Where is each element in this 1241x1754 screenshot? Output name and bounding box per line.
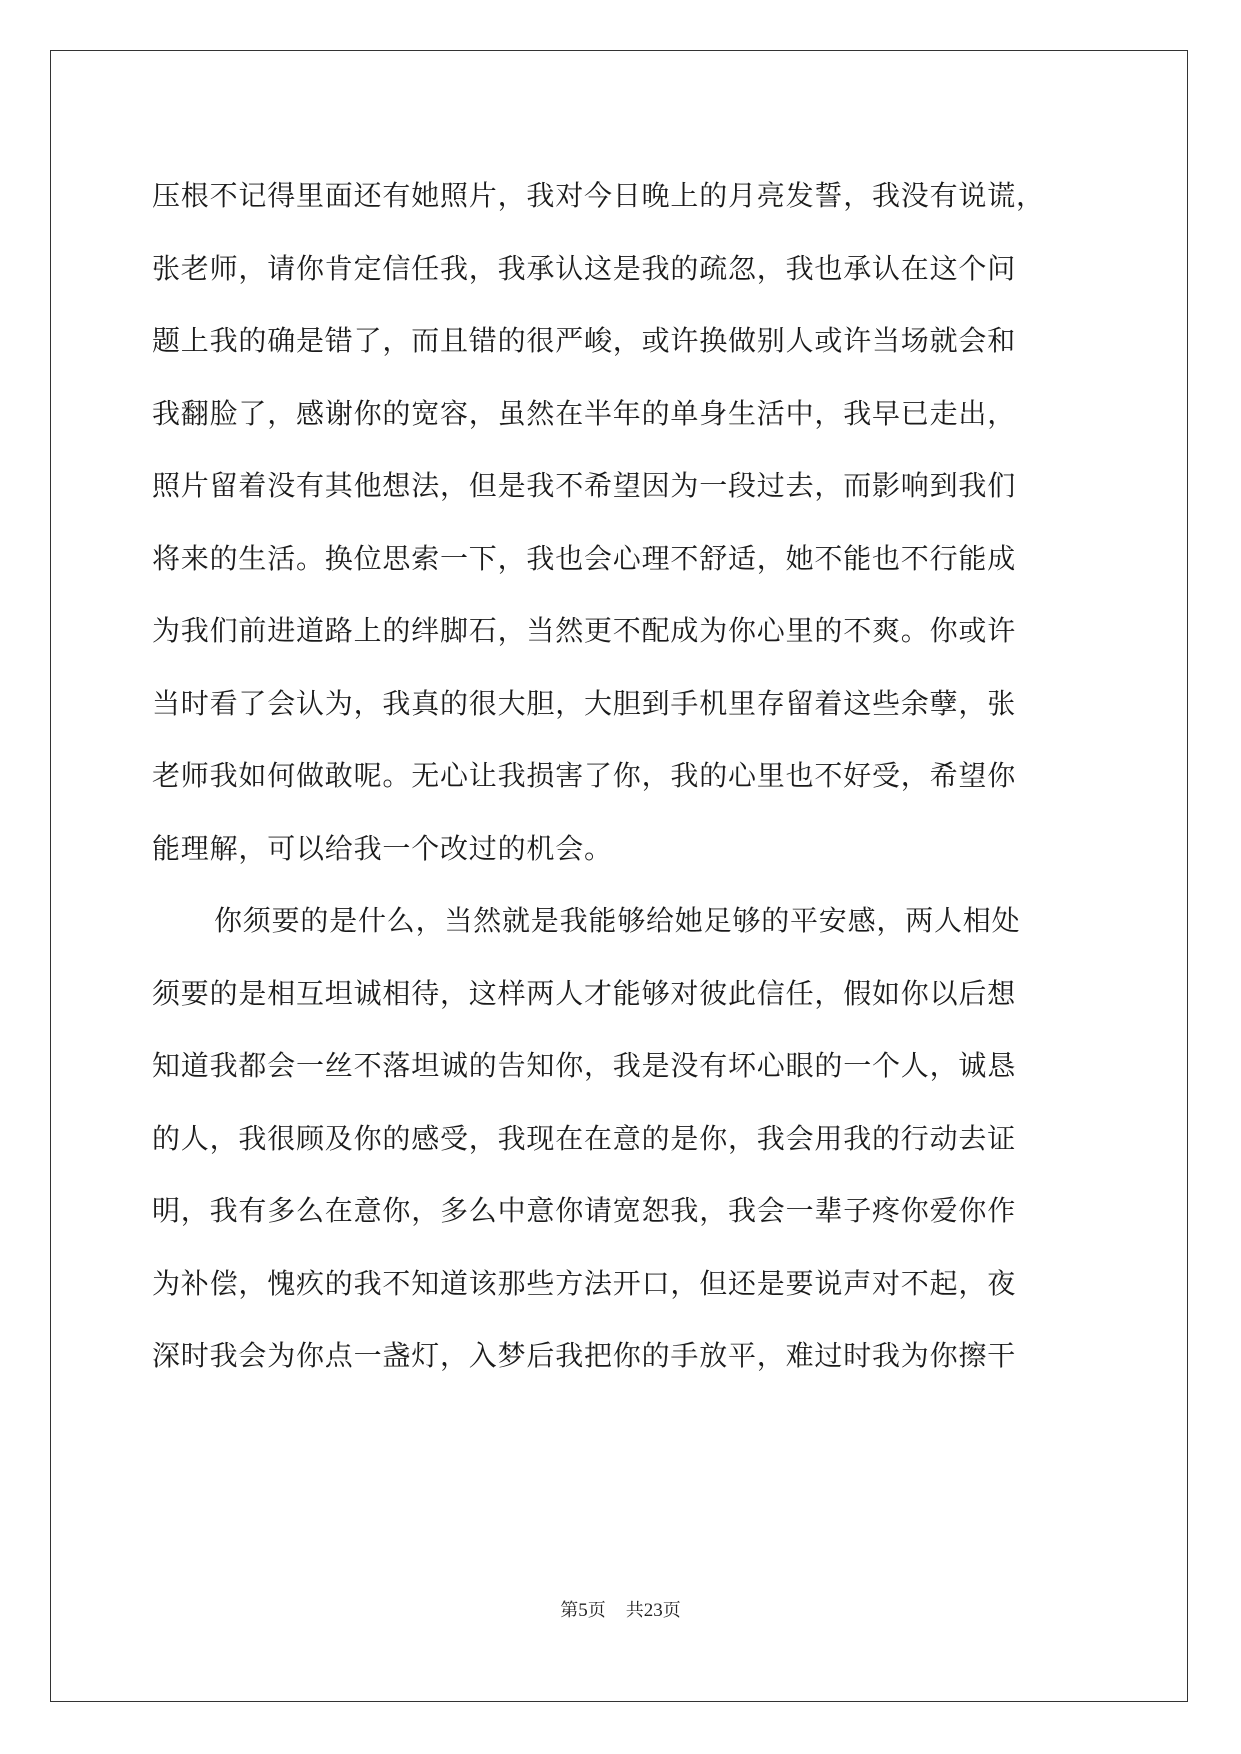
text-line: 的人，我很顾及你的感受，我现在在意的是你，我会用我的行动去证 (152, 1121, 1017, 1155)
page-suffix: 页 (587, 1600, 606, 1621)
page-number: 5 (578, 1600, 588, 1621)
text-line: 为我们前进道路上的绊脚石，当然更不配成为你心里的不爽。你或许 (152, 614, 1017, 647)
text-line: 须要的是相互坦诚相待，这样两人才能够对彼此信任，假如你以后想 (152, 976, 1017, 1010)
document-body (152, 166, 1092, 1399)
text-line: 为补偿，愧疚的我不知道该那些方法开口，但还是要说声对不起，夜 (152, 1266, 1017, 1300)
text-line: 照片留着没有其他想法，但是我不希望因为一段过去，而影响到我们 (152, 469, 1017, 502)
text-line: 老师我如何做敢呢。无心让我损害了你，我的心里也不好受，希望你 (152, 759, 1017, 792)
text-line: 深时我会为你点一盏灯，入梦后我把你的手放平，难过时我为你擦干 (152, 1339, 1017, 1372)
total-prefix: 共 (625, 1600, 644, 1621)
text-line: 将来的生活。换位思索一下，我也会心理不舒适，她不能也不行能成 (152, 541, 1017, 575)
page-prefix: 第 (560, 1600, 579, 1621)
total-suffix: 页 (662, 1600, 681, 1621)
text-line: 压根不记得里面还有她照片，我对今日晚上的月亮发誓，我没有说谎， (152, 179, 1045, 212)
text-line: 能理解，可以给我一个改过的机会。 (152, 831, 613, 865)
text-line: 当时看了会认为，我真的很大胆，大胆到手机里存留着这些余孽，张 (152, 686, 1017, 720)
text-line: 我翻脸了，感谢你的宽容，虽然在半年的单身生活中，我早已走出， (152, 396, 1017, 430)
text-line: 知道我都会一丝不落坦诚的告知你，我是没有坏心眼的一个人，诚恳 (152, 1049, 1017, 1082)
text-line: 明，我有多么在意你，多么中意你请宽恕我，我会一辈子疼你爱你作 (152, 1194, 1017, 1227)
paragraph-start-line: 你须要的是什么，当然就是我能够给她足够的平安感，两人相处 (214, 904, 1021, 937)
total-pages: 23 (643, 1600, 663, 1621)
text-line: 题上我的确是错了，而且错的很严峻，或许换做别人或许当场就会和 (152, 324, 1017, 357)
page-footer (0, 1598, 1241, 1624)
text-line: 张老师，请你肯定信任我，我承认这是我的疏忽，我也承认在这个问 (152, 251, 1017, 285)
